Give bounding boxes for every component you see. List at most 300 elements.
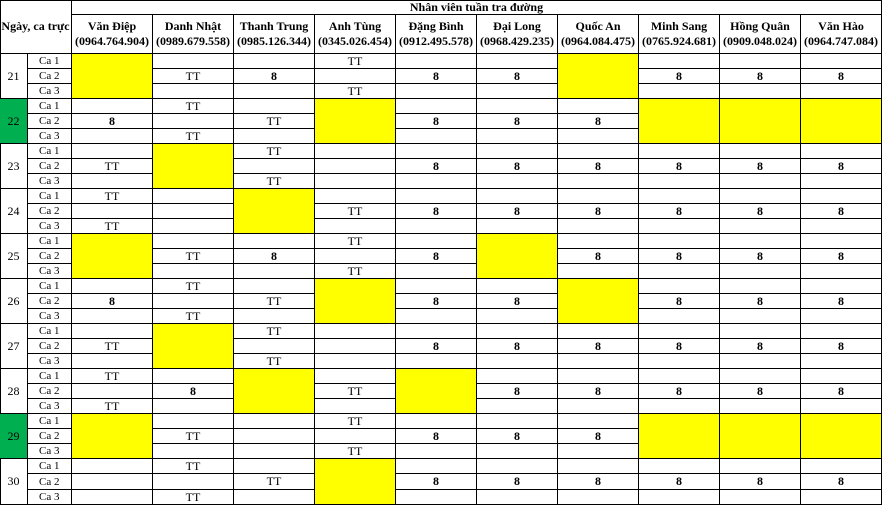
- duty-cell: [153, 189, 234, 204]
- duty-value: 8: [801, 474, 882, 490]
- duty-cell: [396, 144, 477, 159]
- off-duty-cell: [720, 414, 801, 459]
- duty-cell: [477, 129, 558, 144]
- duty-cell: [396, 174, 477, 189]
- duty-value: 8: [477, 384, 558, 399]
- duty-value: TT: [315, 444, 396, 459]
- duty-cell: [720, 84, 801, 99]
- duty-cell: [153, 234, 234, 249]
- duty-cell: [720, 219, 801, 234]
- duty-value: TT: [315, 414, 396, 429]
- duty-cell: [720, 174, 801, 189]
- duty-value: TT: [153, 490, 234, 505]
- duty-cell: [153, 474, 234, 490]
- duty-value: 8: [396, 114, 477, 129]
- duty-cell: [801, 369, 882, 384]
- duty-cell: [234, 444, 315, 459]
- duty-cell: [396, 99, 477, 114]
- duty-cell: [315, 339, 396, 354]
- shift-label: Ca 3: [28, 490, 72, 505]
- duty-cell: [639, 219, 720, 234]
- duty-cell: [153, 264, 234, 279]
- duty-cell: [315, 219, 396, 234]
- shift-label: Ca 3: [28, 174, 72, 189]
- duty-cell: [720, 189, 801, 204]
- duty-cell: [396, 324, 477, 339]
- duty-value: 8: [558, 204, 639, 219]
- duty-value: 8: [396, 294, 477, 309]
- duty-cell: [639, 264, 720, 279]
- duty-value: 8: [801, 204, 882, 219]
- duty-value: 8: [477, 429, 558, 444]
- duty-cell: [477, 144, 558, 159]
- duty-value: TT: [153, 99, 234, 114]
- off-duty-cell: [234, 189, 315, 234]
- duty-value: TT: [153, 279, 234, 294]
- duty-cell: [477, 189, 558, 204]
- off-duty-cell: [153, 324, 234, 369]
- duty-value: 8: [396, 69, 477, 84]
- duty-cell: [720, 54, 801, 69]
- duty-cell: [234, 279, 315, 294]
- duty-value: 8: [558, 339, 639, 354]
- duty-cell: [234, 264, 315, 279]
- duty-value: 8: [639, 384, 720, 399]
- duty-cell: [396, 414, 477, 429]
- staff-name: Văn Điệp: [87, 19, 137, 33]
- duty-value: 8: [477, 294, 558, 309]
- duty-cell: [639, 399, 720, 414]
- duty-cell: [558, 174, 639, 189]
- duty-cell: [801, 459, 882, 474]
- duty-cell: [396, 279, 477, 294]
- duty-cell: [720, 369, 801, 384]
- duty-value: TT: [72, 189, 153, 204]
- duty-value: 8: [477, 339, 558, 354]
- duty-cell: [558, 459, 639, 474]
- duty-cell: [315, 144, 396, 159]
- duty-value: 8: [720, 159, 801, 174]
- duty-cell: [153, 204, 234, 219]
- duty-cell: [72, 474, 153, 490]
- duty-cell: [720, 309, 801, 324]
- shift-label: Ca 1: [28, 144, 72, 159]
- duty-cell: [396, 444, 477, 459]
- duty-value: TT: [153, 459, 234, 474]
- duty-cell: [396, 234, 477, 249]
- duty-cell: [477, 459, 558, 474]
- duty-cell: [801, 144, 882, 159]
- duty-value: 8: [720, 384, 801, 399]
- duty-value: 8: [801, 249, 882, 264]
- staff-phone: (0964.747.084): [804, 34, 878, 48]
- duty-value: 8: [639, 204, 720, 219]
- duty-cell: [234, 234, 315, 249]
- shift-label: Ca 1: [28, 459, 72, 474]
- duty-cell: [396, 490, 477, 505]
- duty-cell: [639, 369, 720, 384]
- duty-value: 8: [477, 474, 558, 490]
- duty-value: 8: [396, 339, 477, 354]
- shift-label: Ca 2: [28, 69, 72, 84]
- duty-cell: [153, 114, 234, 129]
- duty-value: TT: [153, 69, 234, 84]
- shift-label: Ca 1: [28, 54, 72, 69]
- duty-value: 8: [720, 204, 801, 219]
- duty-cell: [396, 354, 477, 369]
- duty-cell: [558, 414, 639, 429]
- duty-value: TT: [72, 399, 153, 414]
- off-duty-cell: [396, 369, 477, 414]
- duty-cell: [558, 324, 639, 339]
- duty-cell: [477, 54, 558, 69]
- duty-value: 8: [72, 294, 153, 309]
- duty-value: TT: [72, 159, 153, 174]
- duty-cell: [153, 54, 234, 69]
- duty-value: 8: [396, 204, 477, 219]
- duty-cell: [477, 219, 558, 234]
- duty-value: 8: [558, 384, 639, 399]
- day-label-30: 30: [0, 459, 28, 505]
- duty-cell: [558, 219, 639, 234]
- duty-value: 8: [558, 429, 639, 444]
- duty-cell: [315, 369, 396, 384]
- duty-cell: [72, 99, 153, 114]
- duty-cell: [153, 444, 234, 459]
- shift-label: Ca 2: [28, 204, 72, 219]
- duty-value: TT: [234, 324, 315, 339]
- duty-value: 8: [801, 159, 882, 174]
- duty-cell: [801, 399, 882, 414]
- duty-cell: [234, 339, 315, 354]
- duty-cell: [234, 84, 315, 99]
- duty-cell: [72, 354, 153, 369]
- day-label-28: 28: [0, 369, 28, 414]
- duty-cell: [720, 264, 801, 279]
- duty-cell: [315, 159, 396, 174]
- shift-label: Ca 3: [28, 399, 72, 414]
- duty-cell: [72, 279, 153, 294]
- duty-cell: [639, 490, 720, 505]
- duty-cell: [558, 490, 639, 505]
- duty-value: TT: [315, 84, 396, 99]
- duty-cell: [72, 384, 153, 399]
- shift-label: Ca 1: [28, 414, 72, 429]
- duty-cell: [315, 189, 396, 204]
- duty-cell: [477, 490, 558, 505]
- staff-header-8: [639, 15, 720, 54]
- staff-name: Quốc An: [575, 19, 621, 33]
- duty-cell: [720, 324, 801, 339]
- duty-value: 8: [639, 474, 720, 490]
- duty-cell: [801, 279, 882, 294]
- duty-cell: [396, 54, 477, 69]
- staff-header-5: [396, 15, 477, 54]
- duty-cell: [72, 204, 153, 219]
- off-duty-cell: [72, 54, 153, 99]
- duty-value: TT: [153, 129, 234, 144]
- off-duty-cell: [153, 144, 234, 189]
- duty-cell: [801, 219, 882, 234]
- duty-cell: [396, 459, 477, 474]
- staff-header-3: [234, 15, 315, 54]
- duty-cell: [153, 414, 234, 429]
- duty-cell: [315, 429, 396, 444]
- duty-cell: [234, 159, 315, 174]
- duty-cell: [639, 189, 720, 204]
- shift-label: Ca 1: [28, 324, 72, 339]
- duty-cell: [72, 324, 153, 339]
- off-duty-cell: [315, 459, 396, 505]
- staff-phone: (0912.495.578): [399, 34, 473, 48]
- duty-cell: [639, 324, 720, 339]
- duty-cell: [234, 429, 315, 444]
- duty-cell: [315, 69, 396, 84]
- duty-cell: [639, 279, 720, 294]
- duty-value: 8: [639, 69, 720, 84]
- duty-cell: [72, 129, 153, 144]
- staff-header-9: [720, 15, 801, 54]
- staff-phone: (0909.048.024): [723, 34, 797, 48]
- duty-value: TT: [153, 249, 234, 264]
- duty-value: 8: [639, 249, 720, 264]
- staff-header-1: [72, 15, 153, 54]
- duty-cell: [315, 249, 396, 264]
- shift-label: Ca 3: [28, 444, 72, 459]
- duty-cell: [558, 144, 639, 159]
- duty-cell: [234, 459, 315, 474]
- shift-label: Ca 3: [28, 219, 72, 234]
- corner-header: Ngày, ca trực: [0, 0, 72, 54]
- shift-label: Ca 3: [28, 309, 72, 324]
- shift-label: Ca 1: [28, 189, 72, 204]
- duty-cell: [639, 234, 720, 249]
- staff-name: Minh Sang: [650, 19, 708, 33]
- group-title: Nhân viên tuần tra đường: [72, 0, 882, 15]
- off-duty-cell: [558, 54, 639, 99]
- duty-value: TT: [234, 474, 315, 490]
- duty-cell: [477, 99, 558, 114]
- duty-cell: [153, 369, 234, 384]
- duty-value: TT: [234, 144, 315, 159]
- duty-cell: [801, 309, 882, 324]
- duty-cell: [477, 369, 558, 384]
- duty-value: 8: [801, 384, 882, 399]
- duty-value: TT: [315, 264, 396, 279]
- duty-value: 8: [801, 69, 882, 84]
- duty-cell: [639, 459, 720, 474]
- duty-cell: [315, 324, 396, 339]
- day-label-22: 22: [0, 99, 28, 144]
- day-label-24: 24: [0, 189, 28, 234]
- duty-cell: [396, 129, 477, 144]
- off-duty-cell: [234, 369, 315, 414]
- duty-cell: [396, 219, 477, 234]
- duty-cell: [234, 414, 315, 429]
- duty-cell: [153, 219, 234, 234]
- staff-header-7: [558, 15, 639, 54]
- duty-cell: [72, 144, 153, 159]
- duty-value: 8: [396, 474, 477, 490]
- duty-value: TT: [234, 114, 315, 129]
- duty-value: TT: [72, 369, 153, 384]
- shift-label: Ca 2: [28, 474, 72, 490]
- shift-label: Ca 2: [28, 384, 72, 399]
- duty-cell: [477, 324, 558, 339]
- duty-cell: [234, 54, 315, 69]
- day-label-27: 27: [0, 324, 28, 369]
- shift-label: Ca 2: [28, 339, 72, 354]
- day-label-29: 29: [0, 414, 28, 459]
- duty-cell: [72, 309, 153, 324]
- duty-cell: [801, 84, 882, 99]
- staff-header-6: [477, 15, 558, 54]
- duty-cell: [558, 99, 639, 114]
- duty-cell: [558, 189, 639, 204]
- duty-cell: [477, 84, 558, 99]
- duty-cell: [153, 399, 234, 414]
- duty-cell: [396, 84, 477, 99]
- duty-value: 8: [801, 339, 882, 354]
- staff-phone: (0989.679.558): [156, 34, 230, 48]
- duty-cell: [801, 324, 882, 339]
- duty-value: 8: [639, 159, 720, 174]
- duty-cell: [801, 354, 882, 369]
- duty-cell: [153, 84, 234, 99]
- staff-phone: (0968.429.235): [480, 34, 554, 48]
- duty-cell: [639, 54, 720, 69]
- shift-label: Ca 2: [28, 114, 72, 129]
- duty-cell: [315, 174, 396, 189]
- duty-cell: [801, 234, 882, 249]
- off-duty-cell: [720, 99, 801, 144]
- duty-cell: [720, 279, 801, 294]
- duty-cell: [639, 174, 720, 189]
- duty-cell: [639, 354, 720, 369]
- duty-cell: [477, 399, 558, 414]
- duty-cell: [801, 264, 882, 279]
- off-duty-cell: [72, 414, 153, 459]
- duty-value: 8: [639, 339, 720, 354]
- duty-value: 8: [396, 249, 477, 264]
- staff-header-4: [315, 15, 396, 54]
- off-duty-cell: [801, 414, 882, 459]
- shift-label: Ca 2: [28, 249, 72, 264]
- shift-label: Ca 1: [28, 99, 72, 114]
- duty-value: 8: [558, 249, 639, 264]
- duty-cell: [801, 490, 882, 505]
- duty-value: 8: [153, 384, 234, 399]
- duty-value: 8: [72, 114, 153, 129]
- shift-label: Ca 2: [28, 429, 72, 444]
- duty-value: 8: [720, 474, 801, 490]
- duty-value: 8: [720, 339, 801, 354]
- duty-value: 8: [639, 294, 720, 309]
- duty-value: 8: [720, 294, 801, 309]
- duty-value: 8: [477, 69, 558, 84]
- shift-label: Ca 1: [28, 279, 72, 294]
- duty-cell: [477, 444, 558, 459]
- shift-label: Ca 1: [28, 369, 72, 384]
- duty-value: TT: [72, 219, 153, 234]
- duty-cell: [639, 309, 720, 324]
- shift-label: Ca 3: [28, 84, 72, 99]
- duty-cell: [396, 189, 477, 204]
- staff-header-2: [153, 15, 234, 54]
- duty-value: TT: [234, 354, 315, 369]
- off-duty-cell: [315, 99, 396, 144]
- staff-name: Văn Hào: [818, 19, 864, 33]
- duty-cell: [234, 490, 315, 505]
- staff-phone: (0985.126.344): [237, 34, 311, 48]
- duty-value: TT: [234, 294, 315, 309]
- duty-value: TT: [315, 204, 396, 219]
- staff-name: Danh Nhật: [164, 19, 222, 33]
- duty-cell: [477, 354, 558, 369]
- shift-label: Ca 2: [28, 294, 72, 309]
- duty-cell: [720, 459, 801, 474]
- duty-value: TT: [234, 174, 315, 189]
- staff-phone: (0964.084.475): [561, 34, 635, 48]
- duty-cell: [477, 279, 558, 294]
- duty-value: 8: [234, 69, 315, 84]
- duty-value: 8: [396, 429, 477, 444]
- duty-value: TT: [315, 54, 396, 69]
- duty-value: 8: [720, 249, 801, 264]
- day-label-21: 21: [0, 54, 28, 99]
- duty-value: TT: [153, 309, 234, 324]
- duty-value: 8: [396, 159, 477, 174]
- duty-cell: [558, 129, 639, 144]
- duty-cell: [558, 369, 639, 384]
- duty-value: 8: [558, 114, 639, 129]
- staff-name: Đại Long: [493, 19, 541, 33]
- duty-value: TT: [315, 234, 396, 249]
- duty-cell: [639, 84, 720, 99]
- shift-label: Ca 1: [28, 234, 72, 249]
- staff-phone: (0964.764.904): [75, 34, 149, 48]
- duty-value: 8: [477, 159, 558, 174]
- duty-cell: [477, 309, 558, 324]
- staff-phone: (0345.026.454): [318, 34, 392, 48]
- day-label-25: 25: [0, 234, 28, 279]
- duty-cell: [234, 99, 315, 114]
- duty-value: 8: [234, 249, 315, 264]
- staff-name: Anh Tùng: [328, 19, 382, 33]
- duty-cell: [315, 399, 396, 414]
- duty-cell: [72, 490, 153, 505]
- duty-value: TT: [72, 339, 153, 354]
- off-duty-cell: [639, 414, 720, 459]
- off-duty-cell: [72, 234, 153, 279]
- duty-value: TT: [315, 384, 396, 399]
- staff-name: Hồng Quân: [730, 19, 790, 33]
- duty-value: 8: [801, 294, 882, 309]
- duty-cell: [639, 144, 720, 159]
- duty-cell: [558, 444, 639, 459]
- duty-cell: [477, 414, 558, 429]
- duty-cell: [801, 189, 882, 204]
- duty-cell: [72, 459, 153, 474]
- off-duty-cell: [315, 279, 396, 324]
- duty-cell: [153, 294, 234, 309]
- duty-cell: [234, 309, 315, 324]
- shift-label: Ca 3: [28, 129, 72, 144]
- duty-value: 8: [558, 159, 639, 174]
- off-duty-cell: [558, 279, 639, 324]
- staff-header-10: [801, 15, 882, 54]
- duty-cell: [477, 174, 558, 189]
